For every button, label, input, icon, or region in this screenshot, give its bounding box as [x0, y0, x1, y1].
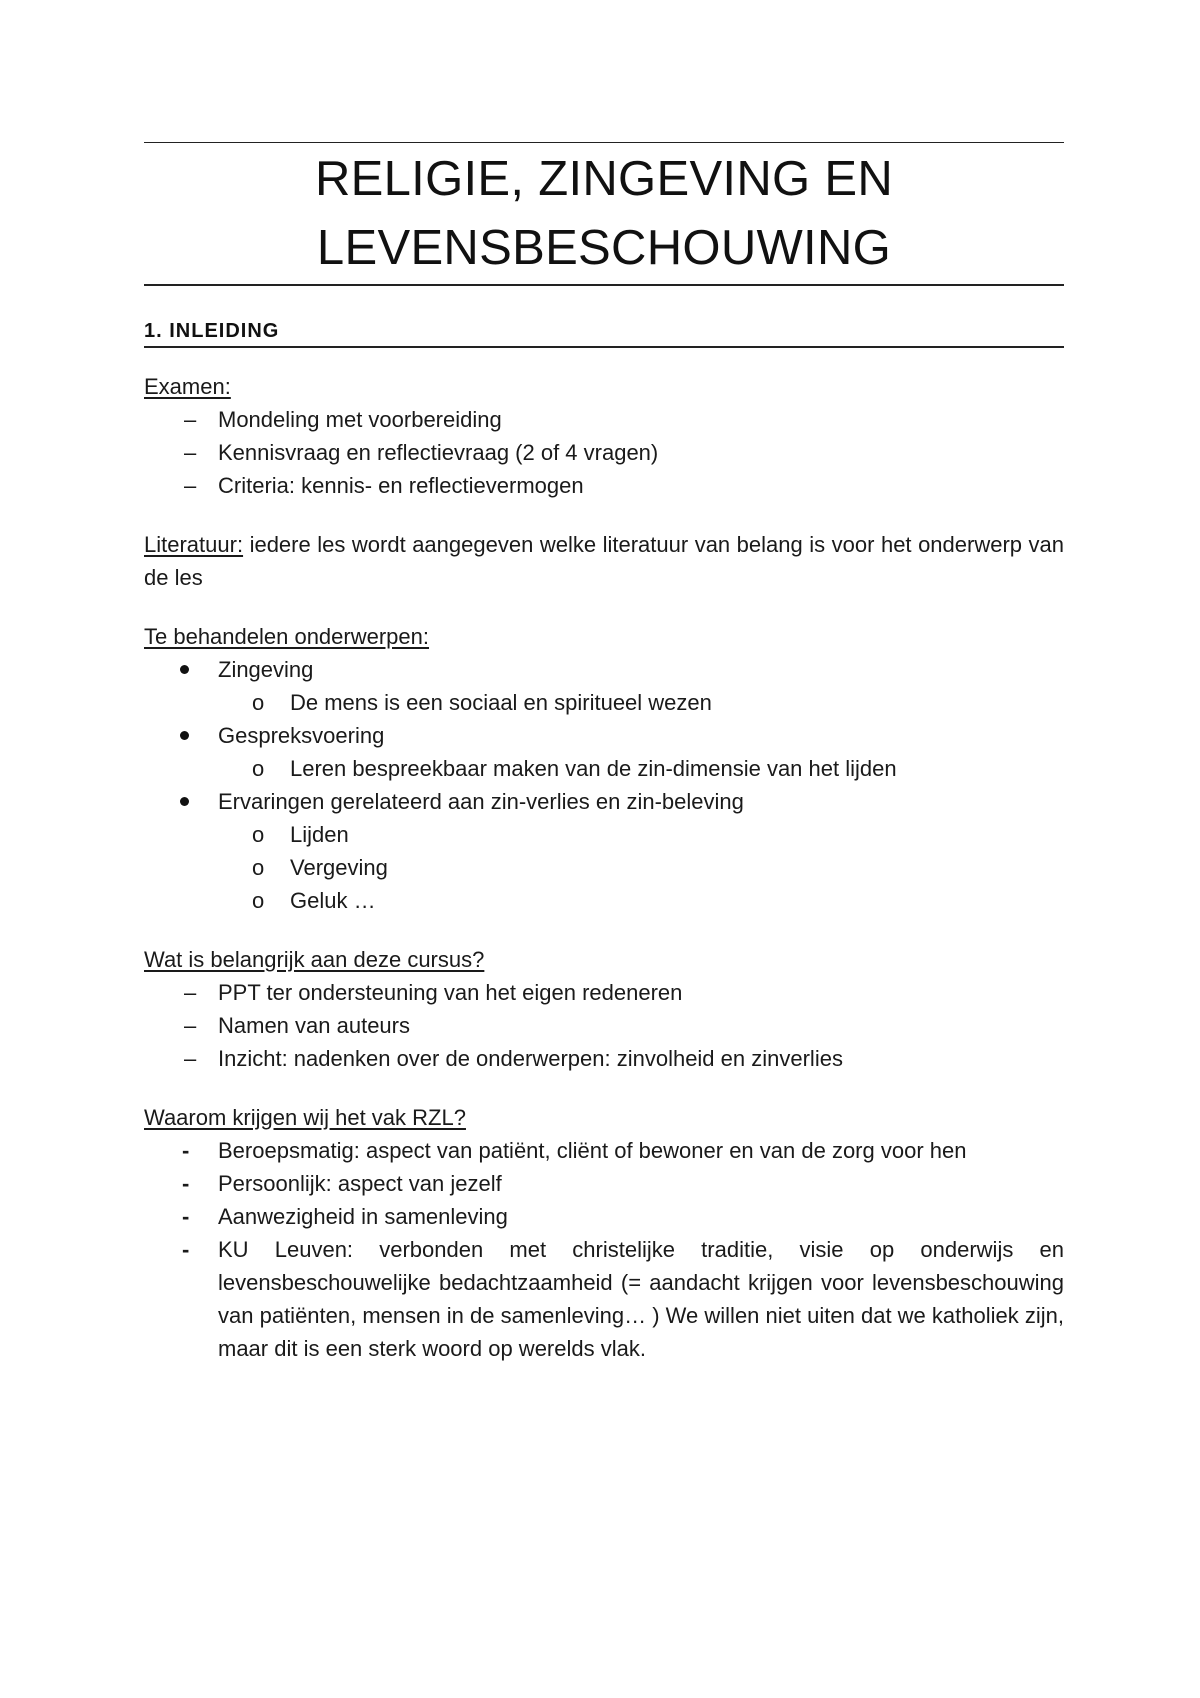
belangrijk-list [144, 976, 1064, 1075]
sub-list-item-text: De mens is een sociaal en spiritueel wezen [290, 690, 712, 715]
sub-list-item-text: Lijden [290, 822, 349, 847]
list-item-text: Zingeving [218, 657, 314, 682]
sub-list-item-text: Leren bespreekbaar maken van de zin-dimensie van het lijden [290, 756, 897, 781]
list-item-text: Beroepsmatig: aspect van patiënt, cliënt of bewoner en van de zorg voor hen [218, 1138, 967, 1163]
hyphen-bullet-icon: - [182, 1171, 190, 1196]
title-top-rule [144, 142, 1064, 143]
title-bottom-rule [144, 284, 1064, 286]
list-item [144, 1134, 1064, 1167]
list-item: – PPT ter ondersteuning van het eigen redeneren [144, 976, 1064, 1009]
sub-list-item [144, 884, 1064, 917]
list-item-text: Persoonlijk: aspect van jezelf [218, 1171, 502, 1196]
literatuur-section [144, 528, 1064, 594]
circle-bullet-icon: o [252, 888, 265, 913]
list-item [144, 785, 1064, 917]
circle-bullet-icon: o [252, 855, 265, 880]
examen-label: Examen: [144, 374, 231, 399]
list-item-text: Gespreksvoering [218, 723, 385, 748]
sub-list-item-text: Geluk … [290, 888, 376, 913]
waarom-label: Waarom krijgen wij het vak RZL? [144, 1105, 466, 1130]
list-item: – Criteria: kennis- en reflectievermogen [144, 469, 1064, 502]
list-item: – Kennisvraag en reflectievraag (2 of 4 vragen) [144, 436, 1064, 469]
sub-list [218, 818, 1064, 917]
bullet-icon [180, 731, 189, 740]
waarom-list [144, 1134, 1064, 1365]
title-line-2: LEVENSBESCHOUWING [316, 221, 892, 275]
circle-bullet-icon: o [252, 690, 265, 715]
list-item: – Inzicht: nadenken over de onderwerpen: zinvolheid en zinverlies [144, 1042, 1064, 1075]
list-item [144, 1167, 1064, 1200]
literatuur-text: iedere les wordt aangegeven welke literatuur van belang is voor het onderwerp van de les [144, 532, 1064, 590]
sub-list-item [144, 752, 1064, 785]
list-item [144, 719, 1064, 785]
document-content [144, 142, 1064, 1365]
list-item [144, 1200, 1064, 1233]
sub-list [218, 752, 1064, 785]
sub-list-item [144, 818, 1064, 851]
sub-list-item [144, 686, 1064, 719]
list-item [144, 1233, 1064, 1365]
onderwerpen-label: Te behandelen onderwerpen: [144, 624, 430, 649]
examen-section [144, 370, 1064, 502]
list-item-text: Ervaringen gerelateerd aan zin-verlies en zin-beleving [218, 789, 744, 814]
circle-bullet-icon: o [252, 756, 265, 781]
onderwerpen-list [144, 653, 1064, 917]
hyphen-bullet-icon: - [182, 1237, 190, 1262]
waarom-section [144, 1101, 1064, 1365]
hyphen-bullet-icon: - [182, 1138, 190, 1163]
sub-list-item-text: Vergeving [290, 855, 388, 880]
list-item-text: Aanwezigheid in samenleving [218, 1204, 508, 1229]
list-item [144, 653, 1064, 719]
list-item: – Mondeling met voorbereiding [144, 403, 1064, 436]
onderwerpen-section [144, 620, 1064, 917]
examen-list [144, 403, 1064, 502]
belangrijk-section [144, 943, 1064, 1075]
list-item-text: KU Leuven: verbonden met christelijke traditie, visie op onderwijs en levensbeschouwelijke bedachtzaamheid (= aandacht krijgen voor levensbeschouwing van patiënten, mensen in de samenleving… ) We willen niet uiten dat we katholiek zijn, maar dit is een sterk woord op werelds vlak. [218, 1237, 1064, 1361]
hyphen-bullet-icon: - [182, 1204, 190, 1229]
list-item: – Namen van auteurs [144, 1009, 1064, 1042]
sub-list-item [144, 851, 1064, 884]
belangrijk-label: Wat is belangrijk aan deze cursus? [144, 947, 485, 972]
page-title [144, 145, 1064, 283]
title-line-1: RELIGIE, ZINGEVING EN [314, 152, 894, 206]
circle-bullet-icon: o [252, 822, 265, 847]
literatuur-label: Literatuur: [144, 532, 244, 557]
bullet-icon [180, 797, 189, 806]
bullet-icon [180, 665, 189, 674]
section-heading: 1. INLEIDING [144, 320, 1064, 348]
sub-list [218, 686, 1064, 719]
